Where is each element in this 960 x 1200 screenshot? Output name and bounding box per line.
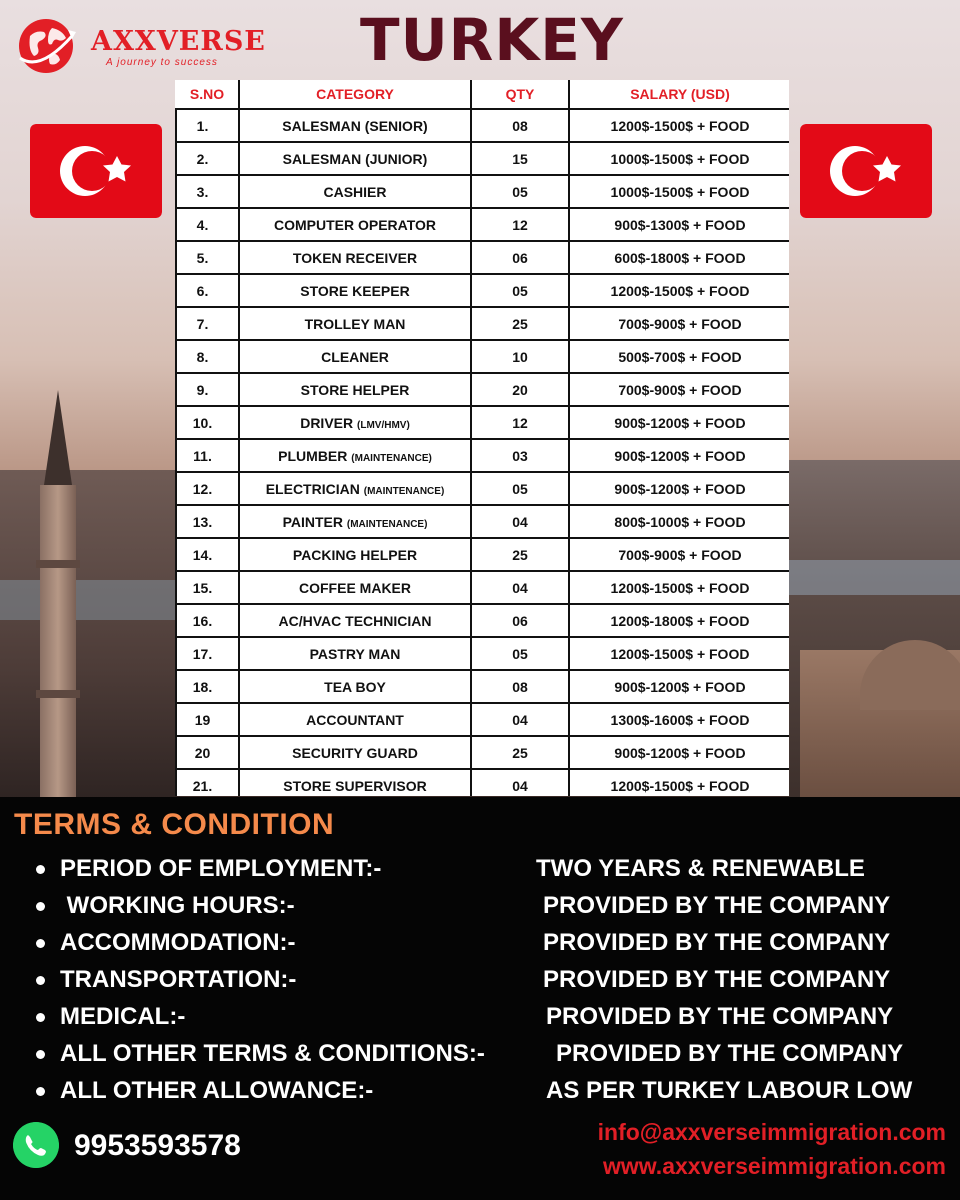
cell-qty: 15 [471,142,569,175]
cell-category [239,274,471,307]
cell-qty: 08 [471,109,569,142]
cell-salary: 700$-900$ + FOOD [569,373,789,406]
brand-tagline: A journey to success [106,57,218,68]
cell-sno: 17. [176,637,239,670]
category-label: PLUMBER [278,447,348,464]
category-label: PACKING HELPER [292,546,418,563]
terms-item [36,964,956,998]
table-row [176,208,789,241]
category-label: COMPUTER OPERATOR [273,216,437,233]
cell-salary: 900$-1200$ + FOOD [569,439,789,472]
cell-sno: 11. [176,439,239,472]
table-row [176,307,789,340]
bullet-icon [36,939,45,948]
cell-qty: 06 [471,241,569,274]
cell-salary: 1000$-1500$ + FOOD [569,142,789,175]
terms-label: PERIOD OF EMPLOYMENT:- [60,855,382,882]
terms-title: TERMS & CONDITION [14,808,335,841]
phone-number[interactable]: 9953593578 [74,1129,241,1162]
terms-label: TRANSPORTATION:- [60,966,297,993]
cell-salary: 800$-1000$ + FOOD [569,505,789,538]
cell-category [239,241,471,274]
cell-qty: 06 [471,604,569,637]
category-label: STORE HELPER [300,381,410,398]
cell-sno: 5. [176,241,239,274]
terms-value: PROVIDED BY THE COMPANY [543,929,891,956]
cell-sno: 7. [176,307,239,340]
table-row [176,439,789,472]
header-sno: S.NO [176,80,239,109]
cell-salary: 600$-1800$ + FOOD [569,241,789,274]
email-link[interactable]: info@axxverseimmigration.com [597,1119,946,1145]
category-qualifier: (MAINTENANCE) [346,518,428,530]
cell-category [239,670,471,703]
cell-category [239,406,471,439]
cell-category [239,109,471,142]
table-row [176,472,789,505]
table-header-row [176,80,789,109]
terms-label: ALL OTHER TERMS & CONDITIONS:- [60,1040,485,1067]
cell-sno: 4. [176,208,239,241]
terms-label: ALL OTHER ALLOWANCE:- [60,1077,374,1104]
category-qualifier: (MAINTENANCE) [351,452,432,464]
bullet-icon [36,1013,45,1022]
brand-logo [16,14,266,76]
category-label: CASHIER [323,183,387,200]
minaret [36,390,80,800]
cell-category [239,208,471,241]
category-label: PASTRY MAN [309,645,401,662]
cell-sno: 20 [176,736,239,769]
cell-sno: 16. [176,604,239,637]
cell-salary: 1200$-1500$ + FOOD [569,109,789,142]
header-salary: SALARY (USD) [569,80,789,109]
terms-value: AS PER TURKEY LABOUR LOW [546,1077,913,1104]
table-row [176,670,789,703]
header-qty: QTY [471,80,569,109]
cell-category [239,571,471,604]
terms-item [36,1038,956,1072]
cell-salary: 1200$-1500$ + FOOD [569,274,789,307]
cell-qty: 12 [471,406,569,439]
cell-qty: 10 [471,340,569,373]
cell-qty: 05 [471,637,569,670]
cell-salary: 1200$-1500$ + FOOD [569,571,789,604]
whatsapp-phone-icon [13,1122,59,1168]
page-title: TURKEY [360,6,624,74]
table-row [176,373,789,406]
cell-category [239,472,471,505]
table-row [176,736,789,769]
cell-category [239,637,471,670]
terms-item [36,853,956,887]
cell-category [239,307,471,340]
cell-sno: 10. [176,406,239,439]
category-qualifier: (LMV/HMV) [357,419,410,431]
cell-sno: 2. [176,142,239,175]
cell-sno: 12. [176,472,239,505]
table-row [176,505,789,538]
cell-salary: 900$-1300$ + FOOD [569,208,789,241]
table-row [176,142,789,175]
bullet-icon [36,1050,45,1059]
cell-sno: 14. [176,538,239,571]
cell-qty: 12 [471,208,569,241]
cell-sno: 18. [176,670,239,703]
cell-sno: 9. [176,373,239,406]
cell-qty: 04 [471,703,569,736]
cell-qty: 25 [471,736,569,769]
cell-category [239,175,471,208]
cell-category [239,703,471,736]
cell-qty: 05 [471,274,569,307]
brand-name: AXXVERSE [91,26,266,57]
cell-sno: 15. [176,571,239,604]
table-row [176,703,789,736]
category-label: ACCOUNTANT [306,711,404,728]
bosphorus-water-right [788,560,960,595]
terms-label: WORKING HOURS:- [60,892,295,919]
turkey-flag-icon [30,124,162,218]
bullet-icon [36,976,45,985]
terms-item [36,927,956,961]
cell-category [239,604,471,637]
cell-qty: 04 [471,769,569,796]
cell-qty: 08 [471,670,569,703]
category-label: DRIVER [300,414,354,431]
category-label: SECURITY GUARD [292,744,418,761]
terms-value: PROVIDED BY THE COMPANY [543,966,891,993]
cell-category [239,340,471,373]
bullet-icon [36,1087,45,1096]
globe-icon [16,14,78,76]
cell-sno: 6. [176,274,239,307]
terms-value: PROVIDED BY THE COMPANY [543,892,891,919]
cell-salary: 500$-700$ + FOOD [569,340,789,373]
category-label: STORE SUPERVISOR [283,777,427,794]
cell-category [239,736,471,769]
category-label: PAINTER [282,513,343,530]
table-row [176,109,789,142]
cell-salary: 1200$-1500$ + FOOD [569,769,789,796]
jobs-table [175,80,789,796]
cell-salary: 700$-900$ + FOOD [569,307,789,340]
table-row [176,274,789,307]
table-row [176,571,789,604]
cell-category [239,538,471,571]
table-row [176,340,789,373]
category-qualifier: (MAINTENANCE) [363,485,445,497]
cell-salary: 900$-1200$ + FOOD [569,406,789,439]
cell-sno: 19 [176,703,239,736]
terms-panel [0,797,960,1200]
cell-salary: 900$-1200$ + FOOD [569,670,789,703]
terms-value: PROVIDED BY THE COMPANY [546,1003,894,1030]
cell-sno: 13. [176,505,239,538]
table-row [176,538,789,571]
cell-qty: 04 [471,505,569,538]
cell-category [239,373,471,406]
cell-qty: 20 [471,373,569,406]
category-label: SALESMAN (JUNIOR) [282,150,428,167]
table-row [176,175,789,208]
cell-salary: 900$-1200$ + FOOD [569,472,789,505]
bosphorus-water-left [0,580,180,620]
cell-sno: 21. [176,769,239,796]
table-row [176,769,789,796]
table-row [176,604,789,637]
cell-sno: 1. [176,109,239,142]
cell-qty: 04 [471,571,569,604]
terms-item [36,1001,956,1035]
category-label: ELECTRICIAN [265,480,360,497]
terms-item [36,890,956,924]
cell-salary: 1300$-1600$ + FOOD [569,703,789,736]
cell-salary: 1200$-1800$ + FOOD [569,604,789,637]
category-label: AC/HVAC TECHNICIAN [278,612,432,629]
cell-category [239,439,471,472]
cell-salary: 1000$-1500$ + FOOD [569,175,789,208]
terms-value: TWO YEARS & RENEWABLE [536,855,865,882]
cell-qty: 25 [471,307,569,340]
website-link[interactable]: www.axxverseimmigration.com [602,1153,946,1179]
category-label: TEA BOY [324,678,386,695]
cell-qty: 05 [471,472,569,505]
cell-sno: 3. [176,175,239,208]
turkey-flag-icon [800,124,932,218]
cell-qty: 03 [471,439,569,472]
header-category: CATEGORY [239,80,471,109]
terms-item [36,1075,956,1109]
table-row [176,241,789,274]
cell-category [239,142,471,175]
cell-salary: 700$-900$ + FOOD [569,538,789,571]
category-label: SALESMAN (SENIOR) [282,117,428,134]
city-skyline-left [0,470,180,800]
cell-qty: 25 [471,538,569,571]
bullet-icon [36,865,45,874]
terms-value: PROVIDED BY THE COMPANY [556,1040,904,1067]
cell-qty: 05 [471,175,569,208]
category-label: STORE KEEPER [300,282,410,299]
table-row [176,637,789,670]
category-label: TROLLEY MAN [304,315,406,332]
terms-label: ACCOMMODATION:- [60,929,296,956]
cell-sno: 8. [176,340,239,373]
category-label: CLEANER [321,348,389,365]
cell-salary: 900$-1200$ + FOOD [569,736,789,769]
category-label: TOKEN RECEIVER [292,249,418,266]
category-label: COFFEE MAKER [299,579,411,596]
cell-category [239,505,471,538]
bullet-icon [36,902,45,911]
cell-salary: 1200$-1500$ + FOOD [569,637,789,670]
table-row [176,406,789,439]
cell-category [239,769,471,796]
terms-label: MEDICAL:- [60,1003,186,1030]
